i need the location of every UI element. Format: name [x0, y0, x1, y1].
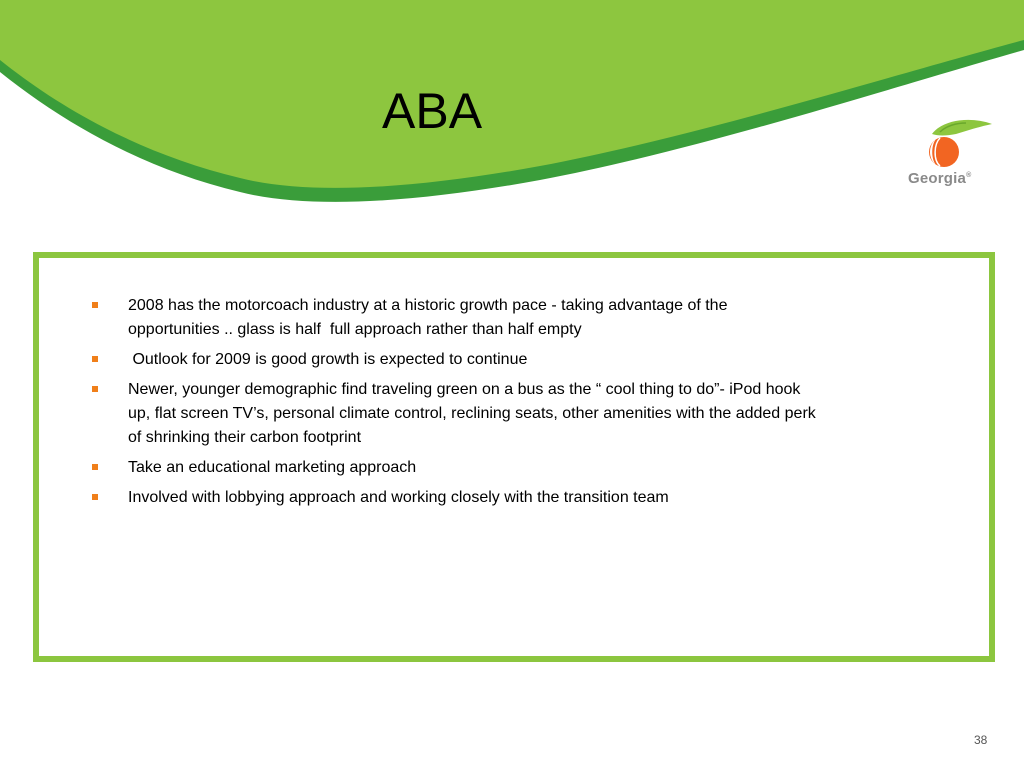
bullet-square-icon — [92, 356, 98, 362]
bullet-item — [91, 486, 821, 510]
bullet-item — [91, 294, 821, 342]
bullet-text: Involved with lobbying approach and working closely with the transition team — [128, 489, 669, 506]
header-wave-banner — [0, 0, 1024, 215]
leaf-icon — [932, 120, 992, 136]
georgia-logo — [900, 114, 1000, 194]
bullet-square-icon — [92, 302, 98, 308]
bullet-list — [91, 294, 821, 516]
peach-icon — [900, 114, 1000, 174]
bullet-item — [91, 456, 821, 480]
registered-mark: ® — [966, 172, 972, 179]
bullet-item — [91, 378, 821, 450]
bullet-text: Take an educational marketing approach — [128, 459, 417, 476]
bullet-item — [91, 348, 821, 372]
bullet-text: Newer, younger demographic find traveling green on a bus as the “ cool thing to do”- iPod hook up, flat screen TV’s, personal climate control, reclining seats, other amenities with the added perk of shrinking their carbon footprint — [128, 381, 821, 446]
bullet-square-icon — [92, 494, 98, 500]
logo-wordmark — [908, 170, 971, 187]
bullet-square-icon — [92, 386, 98, 392]
logo-wordmark-text: Georgia — [908, 170, 967, 187]
content-box — [33, 252, 995, 662]
page-number: 38 — [974, 733, 988, 747]
bullet-square-icon — [92, 464, 98, 470]
slide-title: ABA — [382, 83, 483, 139]
bullet-text: Outlook for 2009 is good growth is expected to continue — [128, 351, 528, 368]
bullet-text: 2008 has the motorcoach industry at a historic growth pace - taking advantage of the opportunities .. glass is half full approach rather than half empty — [128, 297, 732, 338]
